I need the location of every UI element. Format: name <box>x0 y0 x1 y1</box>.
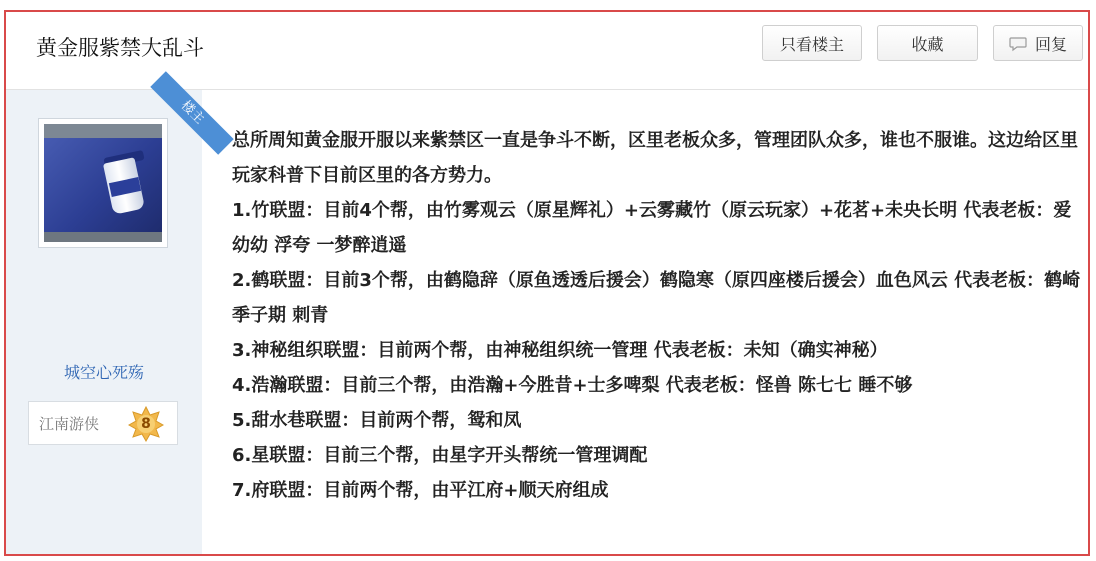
reply-label: 回复 <box>1034 34 1067 54</box>
avatar[interactable] <box>38 118 168 248</box>
level-number: 8 <box>141 416 151 432</box>
post-paragraph: 7.府联盟：目前两个帮，由平江府+顺天府组成 <box>232 480 609 501</box>
op-badge: 楼主 <box>150 71 233 154</box>
avatar-image <box>44 124 162 242</box>
post-content <box>232 123 1082 508</box>
level-badge <box>28 401 178 445</box>
level-title: 江南游侠 <box>39 415 100 433</box>
thread-title: 黄金服紫禁大乱斗 <box>36 36 204 60</box>
post-paragraph: 4.浩瀚联盟：目前三个帮，由浩瀚+今胜昔+士多啤梨 代表老板：怪兽 陈七七 睡不够 <box>232 375 913 396</box>
post-paragraph: 2.鹤联盟：目前3个帮，由鹤隐辞（原鱼透透后援会）鹤隐寒（原四座楼后援会）血色风云 代表老板：鹤崎 季子期 刺青 <box>232 270 1081 326</box>
post-paragraph: 总所周知黄金服开服以来紫禁区一直是争斗不断，区里老板众多，管理团队众多，谁也不服谁。这边给区里玩家科普下目前区里的各方势力。 <box>232 130 1078 186</box>
post-frame <box>4 10 1090 556</box>
reply-button[interactable] <box>993 25 1083 61</box>
post-paragraph: 5.甜水巷联盟：目前两个帮，鸳和凤 <box>232 410 522 431</box>
speech-bubble-icon <box>1009 36 1027 50</box>
author-name[interactable]: 城空心死殇 <box>63 363 144 382</box>
post-paragraph: 1.竹联盟：目前4个帮，由竹雾观云（原星辉礼）+云雾藏竹（原云玩家）+花茗+未央长明 代表老板：爱幼幼 浮夸 一梦醉逍遥 <box>232 200 1072 256</box>
post-paragraph: 3.神秘组织联盟：目前两个帮，由神秘组织统一管理 代表老板：未知（确实神秘） <box>232 340 888 361</box>
author-sidebar <box>6 90 207 554</box>
post-paragraph: 6.星联盟：目前三个帮，由星字开头帮统一管理调配 <box>232 445 648 466</box>
only-op-button[interactable]: 只看楼主 <box>762 25 862 61</box>
favorite-button[interactable]: 收藏 <box>877 25 978 61</box>
